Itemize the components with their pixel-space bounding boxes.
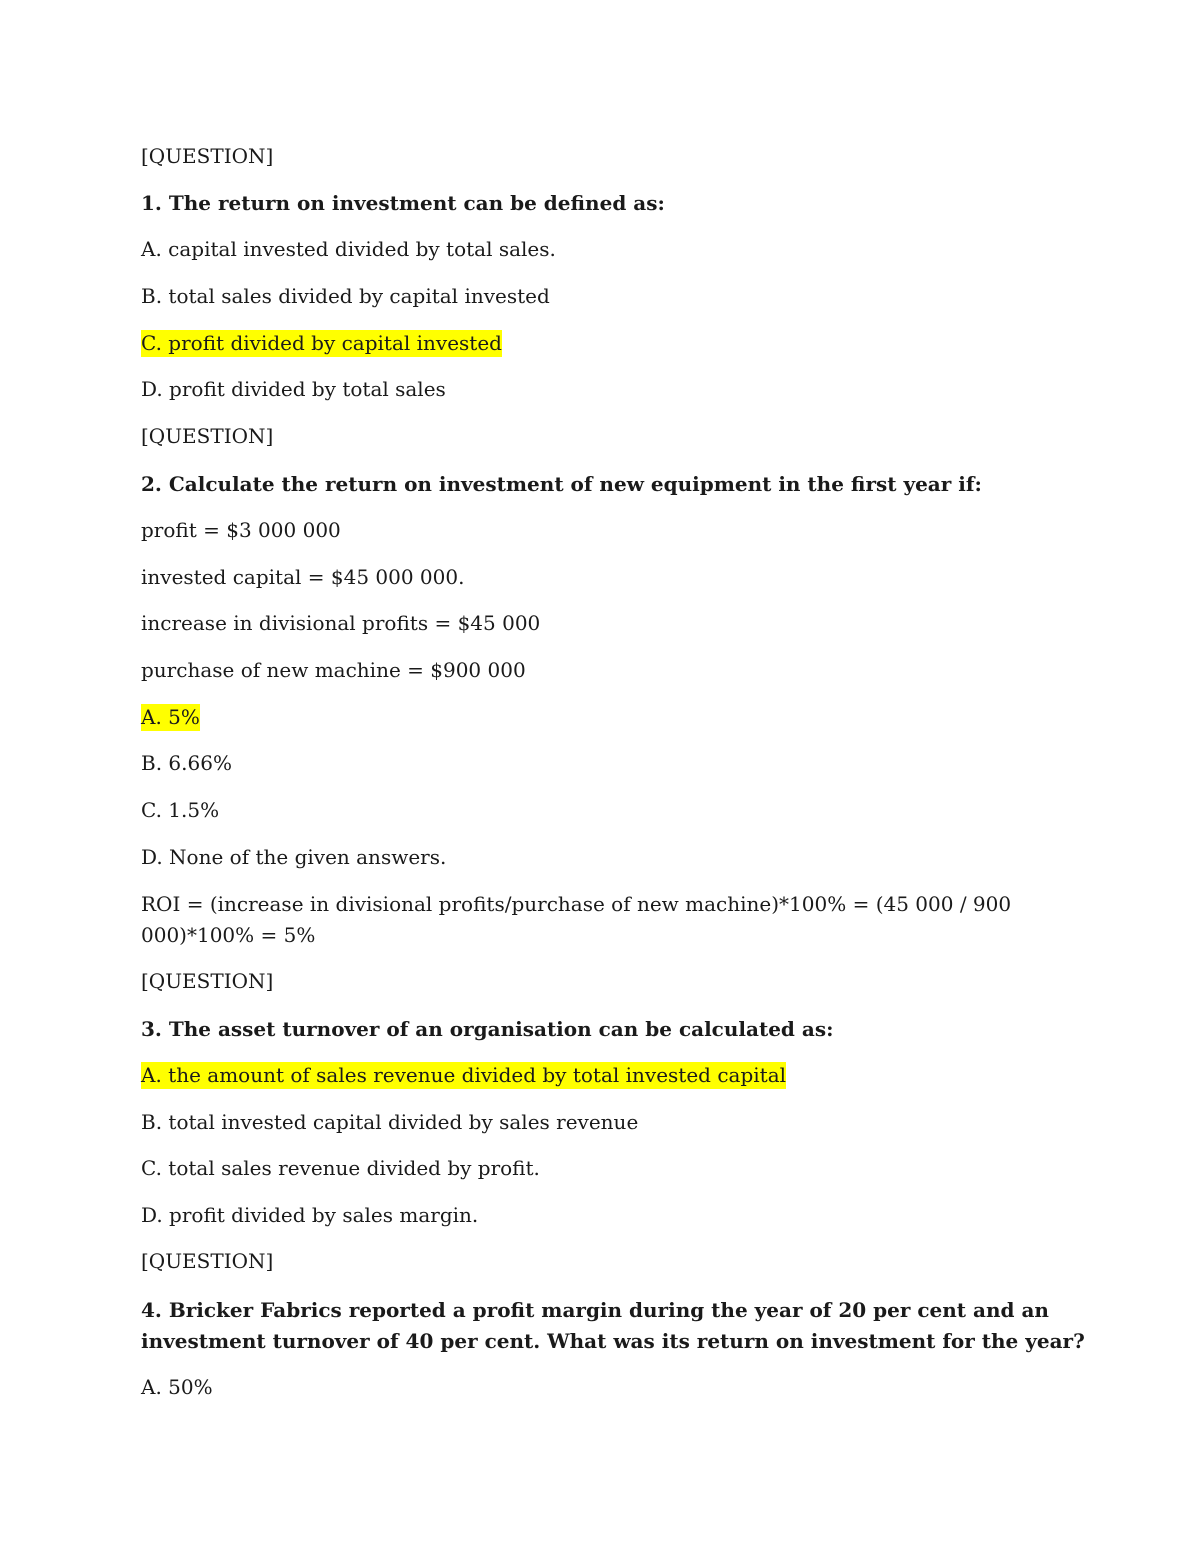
question-3-option-d: D. profit divided by sales margin. [141,1203,479,1227]
question-2-option-d: D. None of the given answers. [141,845,447,869]
question-2-explanation-line-1: ROI = (increase in divisional profits/purchase of new machine)*100% = (45 000 / 900 [141,892,1012,916]
question-tag: [QUESTION] [141,144,274,168]
question-2-option-b: B. 6.66% [141,751,232,775]
question-2-given-new-machine: purchase of new machine = $900 000 [141,658,526,682]
question-3-option-a-answer [141,1060,1041,1091]
question-2-given-increase-profits: increase in divisional profits = $45 000 [141,611,541,635]
question-1-option-b: B. total sales divided by capital invested [141,284,550,308]
question-1-option-c-answer [141,328,1041,359]
highlighted-answer: A. 5% [141,705,200,729]
question-3-option-c: C. total sales revenue divided by profit. [141,1156,540,1180]
question-3-option-b: B. total invested capital divided by sales revenue [141,1110,639,1134]
question-1-option-a: A. capital invested divided by total sales. [141,237,556,261]
question-2-prompt: 2. Calculate the return on investment of new equipment in the first year if: [141,472,982,496]
question-2-given-profit: profit = $3 000 000 [141,518,341,542]
question-4-prompt-line-1: 4. Bricker Fabrics reported a profit margin during the year of 20 per cent and an [141,1298,1049,1322]
question-tag: [QUESTION] [141,424,274,448]
question-4-option-a: A. 50% [141,1375,213,1399]
question-2-explanation-line-2: 000)*100% = 5% [141,923,316,947]
question-2-option-c: C. 1.5% [141,798,220,822]
question-1-prompt: 1. The return on investment can be defined as: [141,191,665,215]
highlighted-answer: A. the amount of sales revenue divided by total invested capital [141,1063,787,1087]
question-2-given-invested-capital: invested capital = $45 000 000. [141,565,465,589]
highlighted-answer: C. profit divided by capital invested [141,331,502,355]
question-tag: [QUESTION] [141,1249,274,1273]
question-2-option-a-answer [141,702,1041,733]
question-tag: [QUESTION] [141,969,274,993]
question-3-prompt: 3. The asset turnover of an organisation can be calculated as: [141,1017,834,1041]
question-4-prompt-line-2: investment turnover of 40 per cent. What was its return on investment for the year? [141,1329,1085,1353]
question-1-option-d: D. profit divided by total sales [141,377,446,401]
